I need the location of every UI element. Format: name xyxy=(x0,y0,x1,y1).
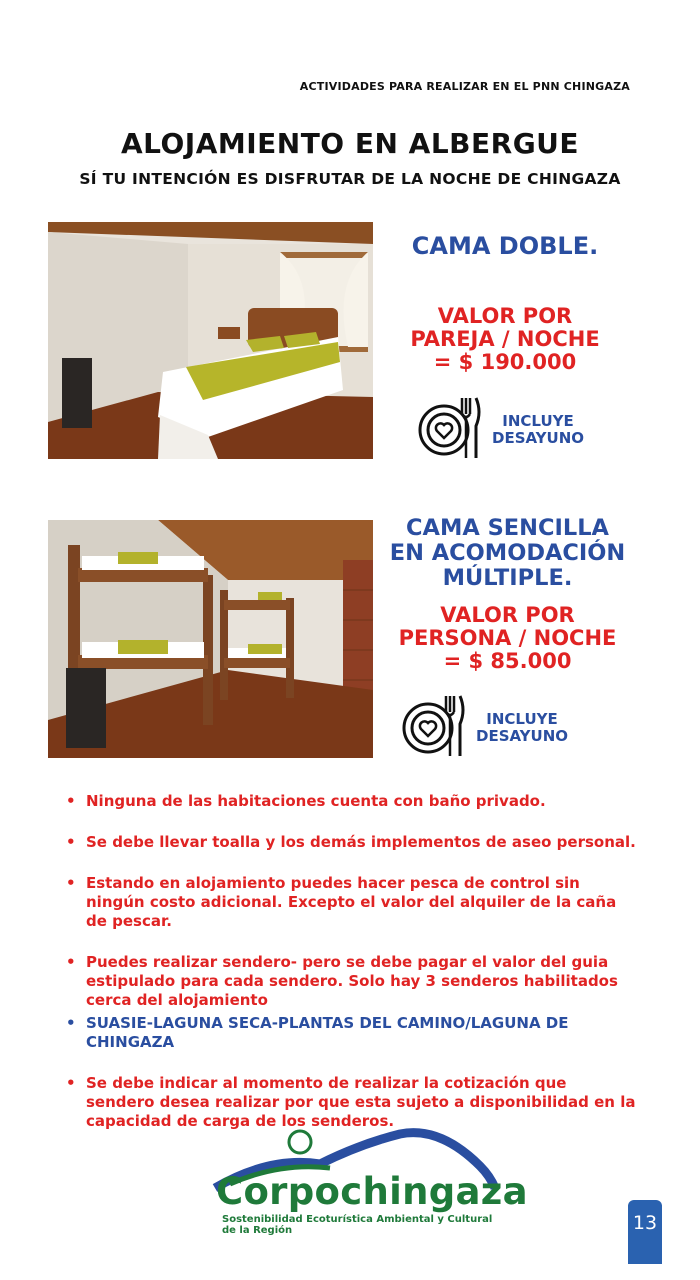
room-title-line: CAMA SENCILLA xyxy=(406,515,609,541)
room-title-double xyxy=(385,232,625,260)
price-single xyxy=(380,604,635,673)
includes-line: DESAYUNO xyxy=(476,727,569,745)
includes-line: DESAYUNO xyxy=(492,429,585,447)
page-number: 13 xyxy=(628,1200,662,1264)
includes-breakfast-double xyxy=(416,396,584,464)
corpochingaza-logo xyxy=(210,1126,528,1236)
price-line: VALOR POR xyxy=(440,603,575,627)
note-item: • Se debe llevar toalla y los demás implementos de aseo personal. xyxy=(66,833,636,852)
page-title: ALOJAMIENTO EN ALBERGUE xyxy=(120,127,580,160)
room-title-line: MÚLTIPLE. xyxy=(442,565,573,591)
includes-line: INCLUYE xyxy=(502,412,574,430)
price-double xyxy=(385,305,625,374)
room-title-line: EN ACOMODACIÓN xyxy=(389,540,626,566)
note-item-trails: • SUASIE-LAGUNA SECA-PLANTAS DEL CAMINO/LAGUNA DE CHINGAZA xyxy=(66,1014,636,1052)
includes-text xyxy=(476,711,568,745)
price-line: = $ 85.000 xyxy=(443,649,572,673)
notes-list xyxy=(66,792,636,1153)
price-line: PAREJA / NOCHE xyxy=(410,327,600,351)
section-header: ACTIVIDADES PARA REALIZAR EN EL PNN CHINGAZA xyxy=(299,80,630,93)
plate-cutlery-icon xyxy=(416,396,484,464)
includes-line: INCLUYE xyxy=(486,710,558,728)
logo-tagline: Sostenibilidad Ecoturística Ambiental y Cultural de la Región xyxy=(222,1214,493,1236)
logo-name: Corpochingaza xyxy=(216,1170,528,1213)
note-item: • Se debe indicar al momento de realizar la cotización que sendero desea realizar por que esta sujeto a disponibilidad en la capacidad de carga de los senderos. xyxy=(66,1074,636,1131)
plate-cutlery-icon xyxy=(400,694,468,762)
price-line: PERSONA / NOCHE xyxy=(398,626,617,650)
room-title-line: CAMA DOBLE. xyxy=(411,232,599,260)
includes-text xyxy=(492,413,584,447)
includes-breakfast-single xyxy=(400,694,568,762)
price-line: = $ 190.000 xyxy=(433,350,577,374)
note-item: • Ninguna de las habitaciones cuenta con baño privado. xyxy=(66,792,636,811)
note-item: • Puedes realizar sendero- pero se debe pagar el valor del guia estipulado para cada sendero. Solo hay 3 senderos habilitados cerca del alojamiento xyxy=(66,953,636,1010)
bunk-bed-room-photo xyxy=(48,520,373,758)
double-bed-room-photo xyxy=(48,222,373,459)
price-line: VALOR POR xyxy=(437,304,573,328)
note-item: • Estando en alojamiento puedes hacer pesca de control sin ningún costo adicional. Excepto el valor del alquiler de la caña de pescar. xyxy=(66,874,636,931)
page-subtitle: SÍ TU INTENCIÓN ES DISFRUTAR DE LA NOCHE DE CHINGAZA xyxy=(79,170,621,188)
room-title-single xyxy=(380,516,635,591)
